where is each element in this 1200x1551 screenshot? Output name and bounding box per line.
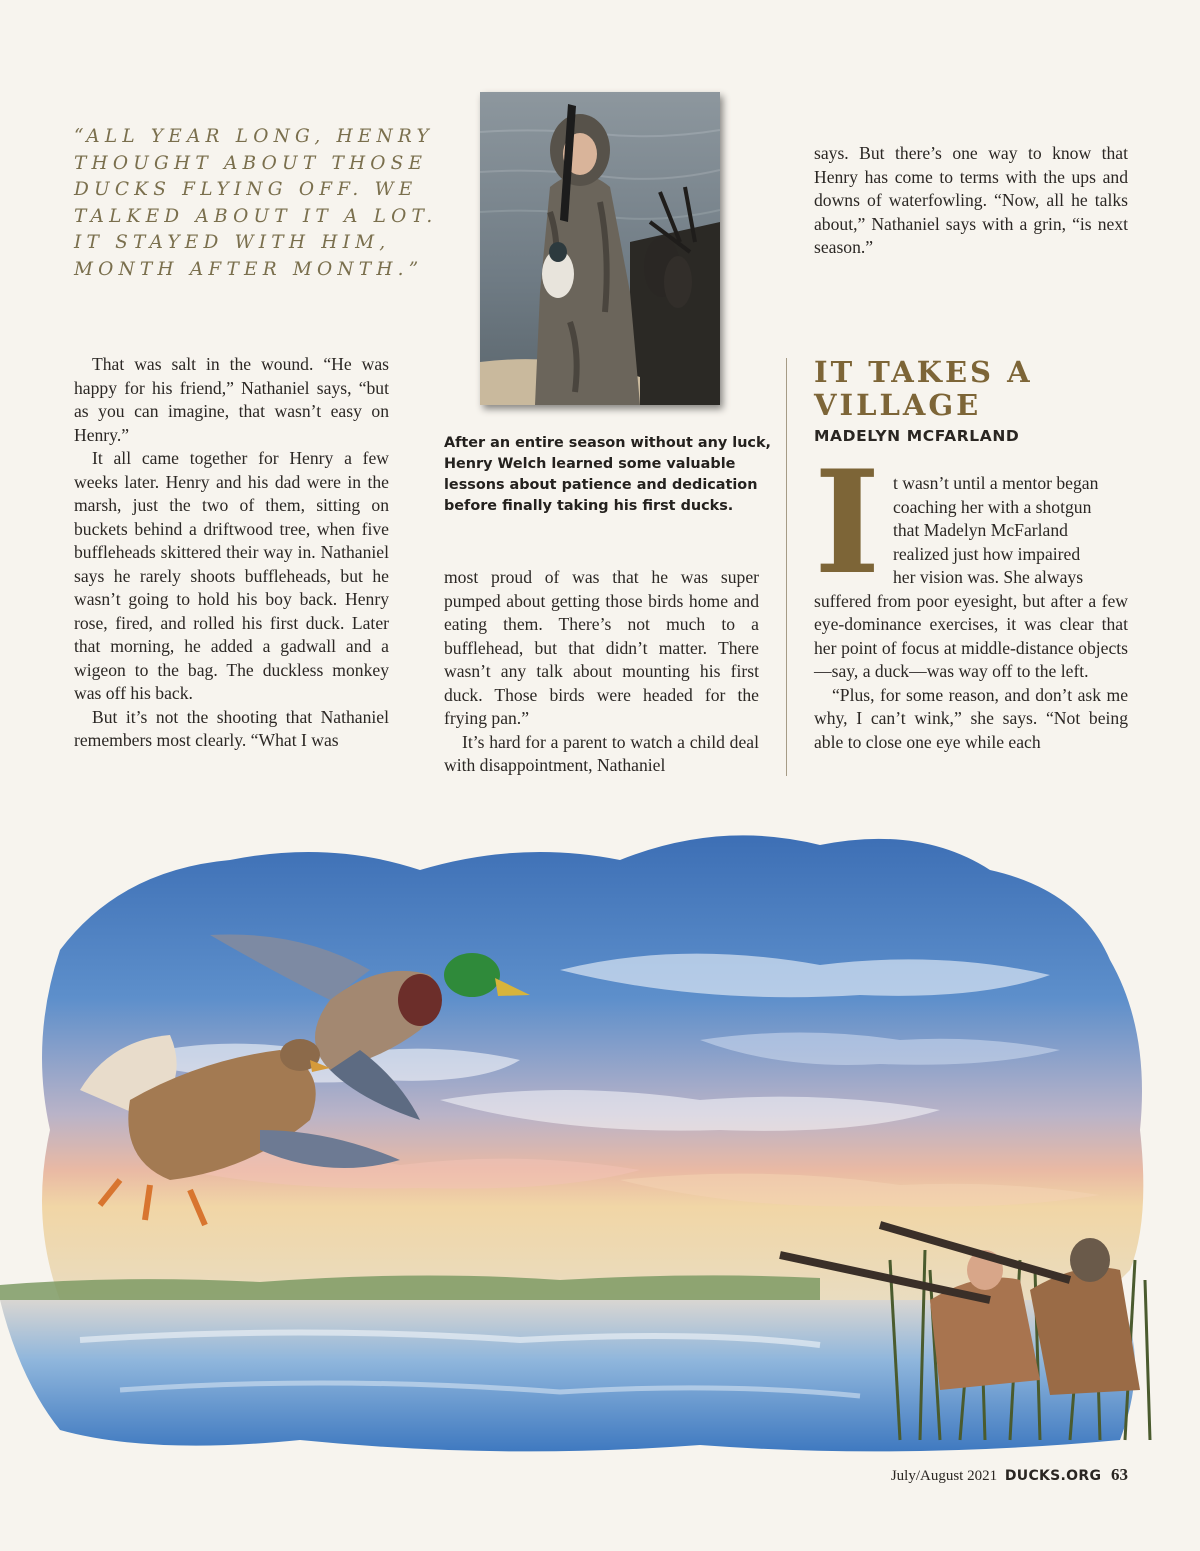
text-line: coaching her with a shotgun <box>893 496 1092 517</box>
caption-line: Henry Welch learned some valuable <box>444 456 736 472</box>
pull-quote-line: IT STAYED WITH HIM, <box>74 232 391 254</box>
text-line: t wasn’t until a mentor began <box>893 473 1099 493</box>
paragraph: It’s hard for a parent to watch a child deal with disappointment, Nathaniel <box>444 731 759 775</box>
body-column-2 <box>444 566 759 778</box>
paragraph: It all came together for Henry a few weeks later. Henry and his dad were in the marsh, just the two of them, sitting on buckets behind a driftwood tree, when five buffleheads skittered their way in. Nathaniel says he rarely shoots buffleheads, but he wasn’t going to hold his boy back. Henry rose, fired, and rolled his first duck. Later that morning, he added a gadwall and a wigeon to the bag. The duckless monkey was off his back. <box>74 448 389 703</box>
text-line: her vision was. She always <box>893 567 1084 587</box>
drop-cap-lines <box>814 472 1128 590</box>
photo-caption <box>444 433 772 517</box>
paragraph: says. But there’s one way to know that Henry has come to terms with the ups and downs of waterfowling. “Now, all he talks about,” Nathaniel says with a grin, “is next season.” <box>814 143 1128 257</box>
pull-quote-line: TALKED ABOUT IT A LOT. <box>74 205 438 227</box>
paragraph: But it’s not the shooting that Nathaniel remembers most clearly. “What I was <box>74 706 389 750</box>
paragraph: most proud of was that he was super pumped about getting those birds home and eating them. There’s not much to a bufflehead, but that didn’t matter. There wasn’t any talk about mounting his first duck. Those birds were headed for the frying pan.” <box>444 567 759 728</box>
byline: MADELYN MCFARLAND <box>814 427 1020 445</box>
text-line: that Madelyn McFarland <box>893 520 1068 540</box>
paragraph: suffered from poor eyesight, but after a few eye-dominance exercises, it was clear that her point of focus at middle-distance objects—say, a duck—was way off to the left. <box>814 590 1128 681</box>
section-body <box>814 472 1128 754</box>
caption-line: lessons about patience and dedication <box>444 477 758 493</box>
body-column-3 <box>814 142 1128 260</box>
text-line: realized just how impaired <box>893 543 1081 564</box>
heading-line: IT TAKES A <box>814 355 1033 389</box>
drop-cap: I <box>814 440 881 606</box>
paragraph: “Plus, for some reason, and don’t ask me why, I can’t wink,” she says. “Not being able to close one eye while each <box>814 684 1128 752</box>
issue-date: July/August 2021 <box>890 1468 998 1484</box>
pull-quote-line: MONTH AFTER MONTH.” <box>74 258 424 280</box>
paragraph: That was salt in the wound. “He was happy for his friend,” Nathaniel says, “but as you can imagine, that wasn’t easy on Henry.” <box>74 354 389 445</box>
watercolor-illustration <box>0 800 1200 1460</box>
page-number: 63 <box>1111 1465 1128 1484</box>
body-column-1 <box>74 353 389 753</box>
site-name: DUCKS.ORG <box>1004 1468 1102 1484</box>
pull-quote-line: “ALL YEAR LONG, HENRY <box>74 126 434 147</box>
pull-quote-line: THOUGHT ABOUT THOSE <box>74 152 428 174</box>
pull-quote <box>74 124 438 284</box>
hunter-photo <box>480 92 720 405</box>
caption-line: before finally taking his first ducks. <box>444 498 734 514</box>
page-footer <box>891 1465 1128 1485</box>
column-divider <box>786 358 787 776</box>
hunter-photo-image <box>480 92 720 405</box>
heading-line: VILLAGE <box>814 388 982 422</box>
pull-quote-line: DUCKS FLYING OFF. WE <box>74 179 418 201</box>
section-heading <box>814 356 1144 422</box>
caption-line: After an entire season without any luck, <box>444 435 772 451</box>
duck-hunt-painting <box>0 800 1200 1460</box>
